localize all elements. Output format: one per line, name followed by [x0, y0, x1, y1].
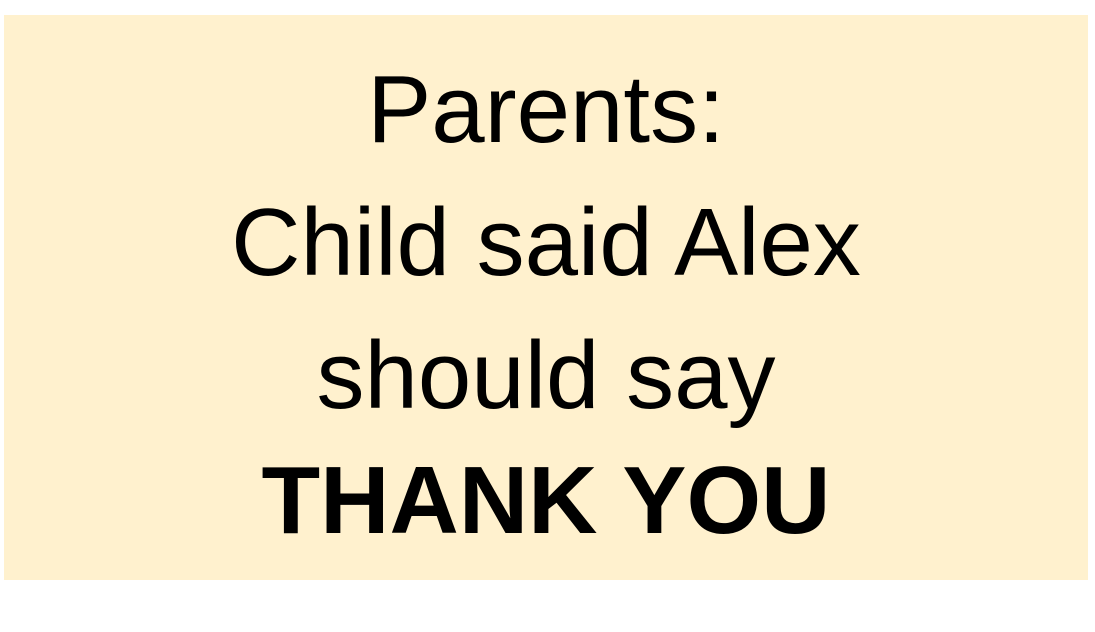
card-line-2: Child said Alex: [231, 189, 861, 296]
card-line-4-emphasis: THANK YOU: [261, 447, 831, 554]
card-line-3: should say: [316, 322, 776, 429]
message-card: [4, 15, 1088, 580]
card-line-1: Parents:: [367, 56, 725, 163]
